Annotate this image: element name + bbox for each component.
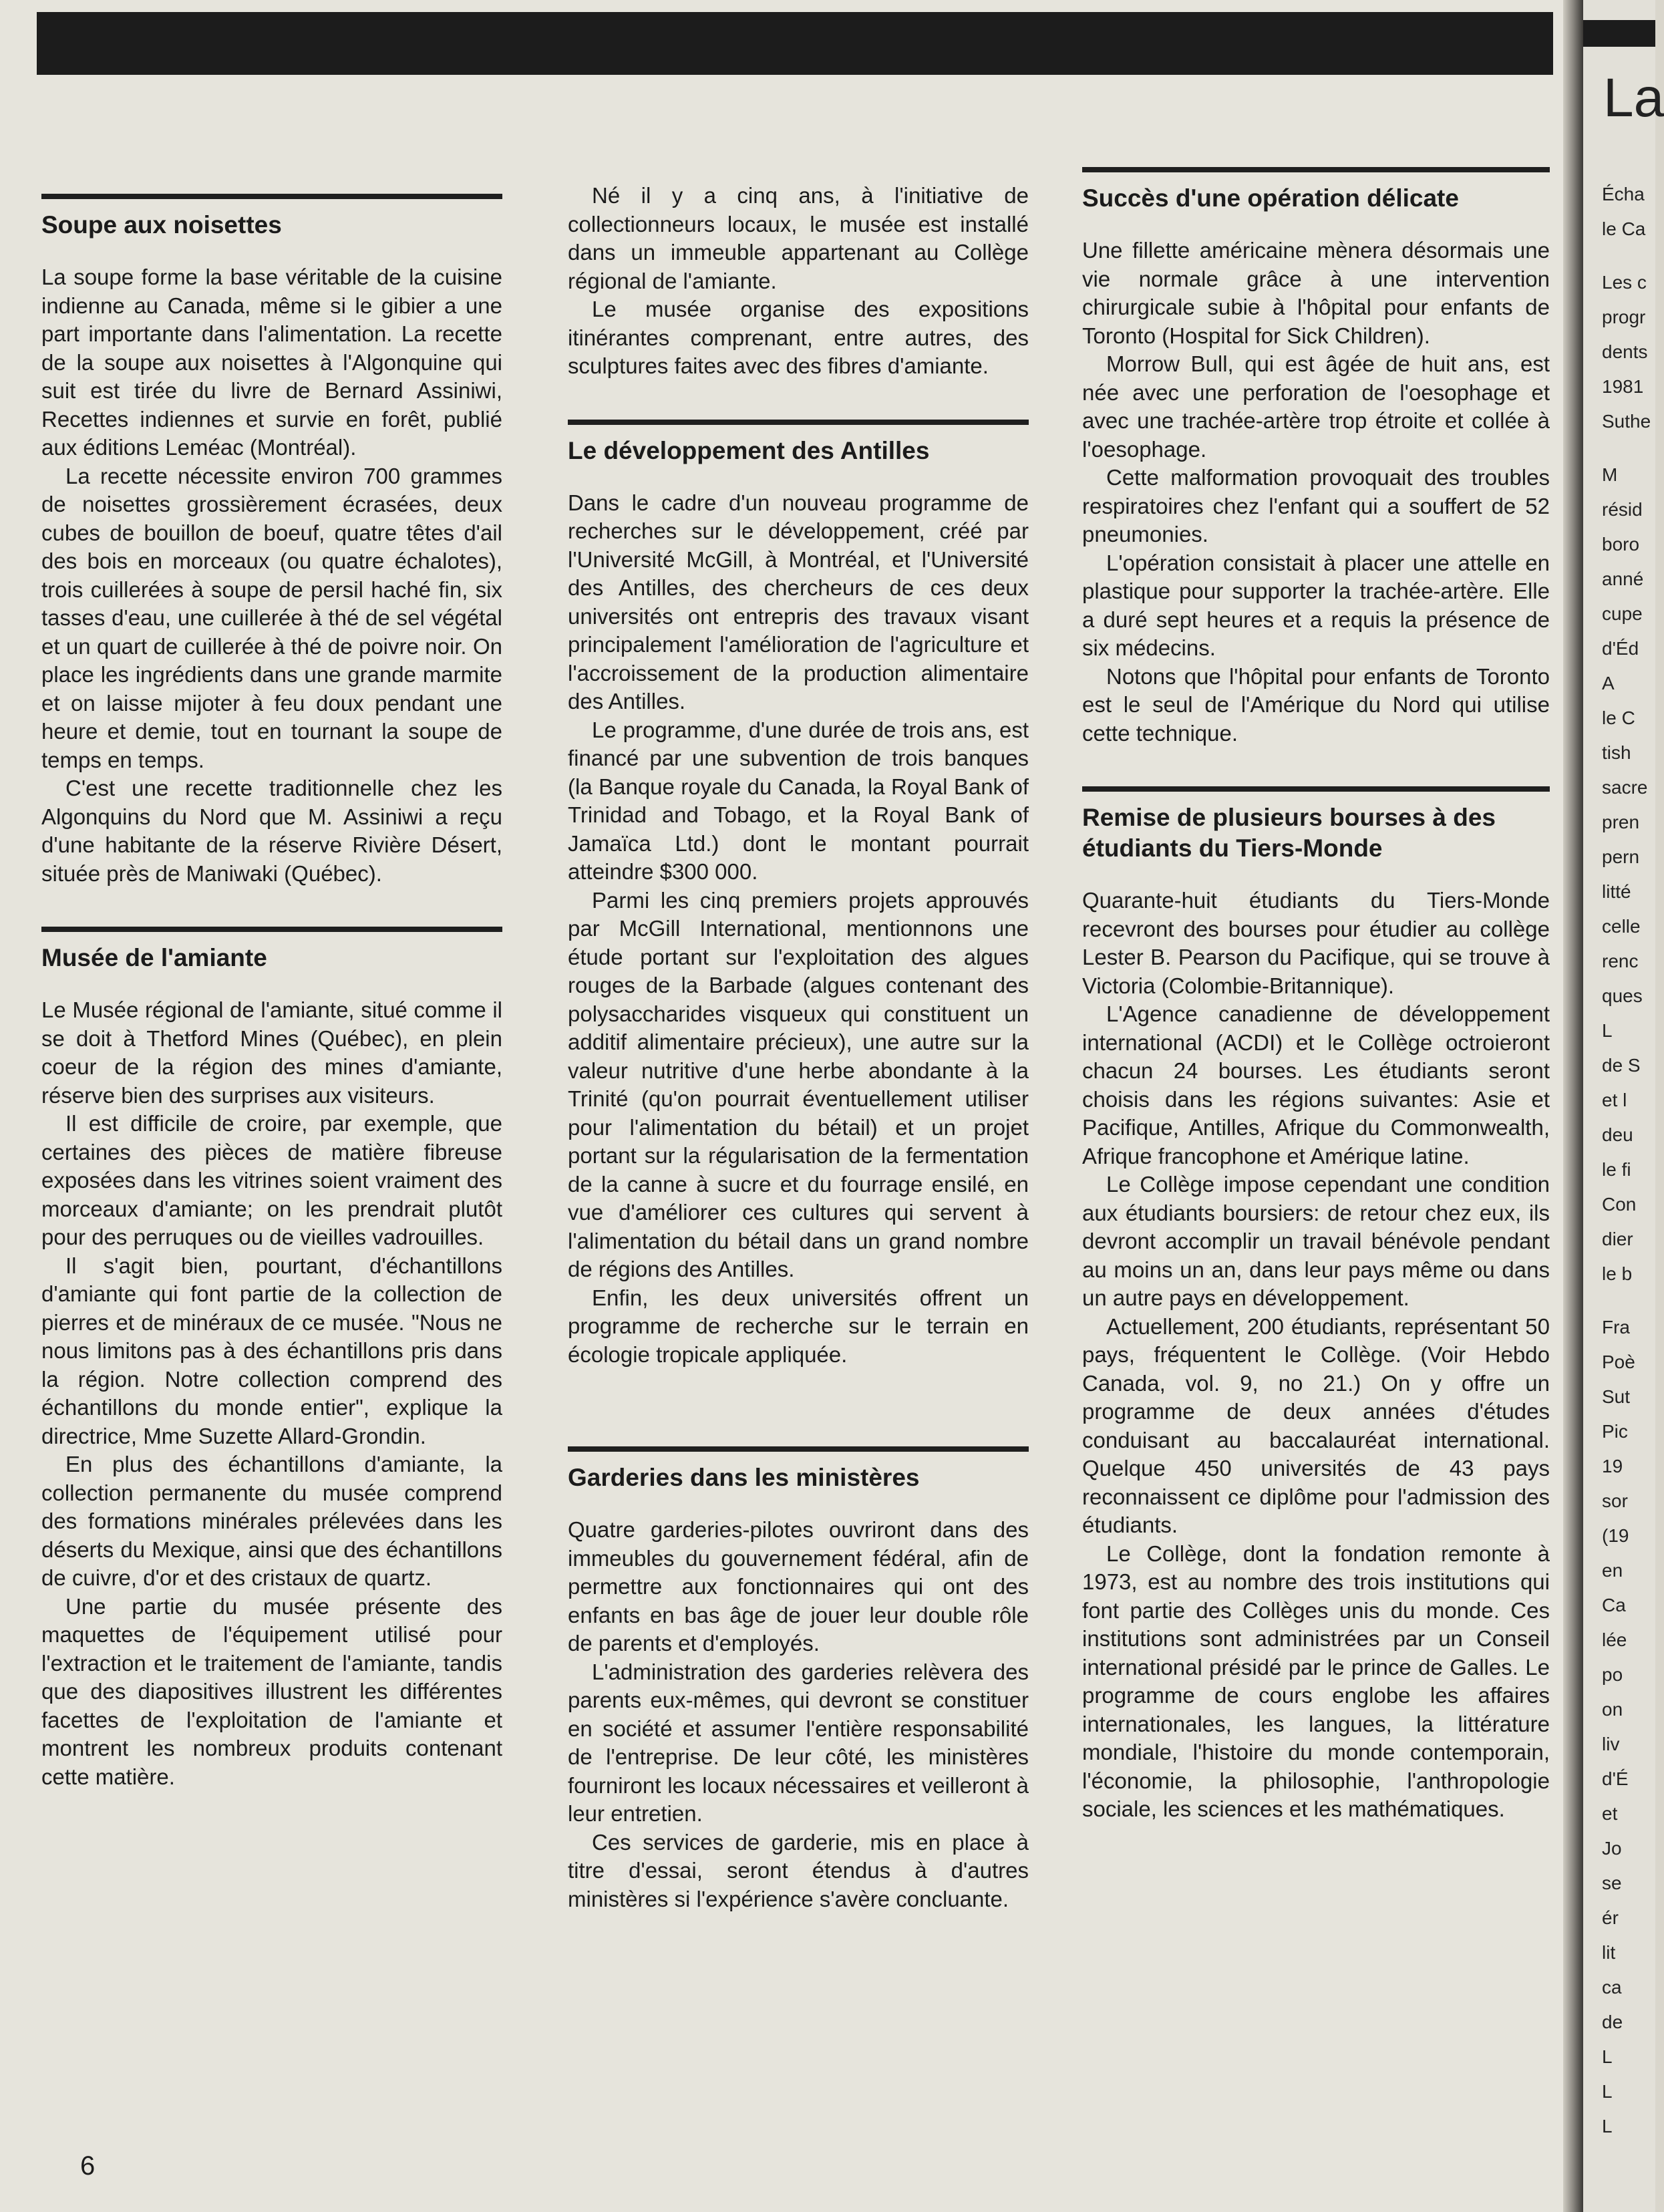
page-number: 6 bbox=[80, 2151, 96, 2181]
adjacent-page-fragment: boro bbox=[1602, 534, 1640, 555]
paragraph: Il s'agit bien, pourtant, d'échantillons d'amiante qui font partie de la collection de pierres et de minéraux de ce musée. "Nous ne nous limitons pas à des échantillons pris dans la région. Notre collection comprend des échantillons du monde entier", explique la directrice, Mme Suzette Allard-Grondin. bbox=[41, 1253, 502, 1448]
section-title: Succès d'une opération délicate bbox=[1082, 184, 1459, 212]
paragraph: L'opération consistait à placer une attelle en plastique pour supporter la trachée-artère. Elle a duré sept heures et a requis la présence de six médecins. bbox=[1082, 550, 1550, 660]
paragraph: Cette malformation provoquait des troubles respiratoires chez l'enfant qui a souffert de 52 pneumonies. bbox=[1082, 465, 1550, 546]
adjacent-page-fragment: Écha bbox=[1602, 184, 1645, 204]
paragraph-text: La soupe forme la base véritable de la cuisine indienne au Canada, même si le gibier a une part importante dans l'alimentation. La recette de la soupe aux noisettes à l'Algonquine qui suit est tirée du livre de Bernard Assiniwi, Recettes indiennes et survie en forêt, publié aux éditions Leméac (Montréal). bbox=[41, 265, 502, 460]
section-title: Garderies dans les ministères bbox=[568, 1464, 920, 1491]
adjacent-page-fragment: résid bbox=[1602, 499, 1643, 520]
adjacent-page-fragment: lée bbox=[1602, 1629, 1627, 1650]
column-2 bbox=[568, 182, 1029, 1913]
adjacent-page-fragment: et bbox=[1602, 1803, 1618, 1824]
adjacent-page-fragment: anné bbox=[1602, 569, 1644, 589]
section-rule bbox=[568, 1446, 1029, 1452]
adjacent-page-fragment: Fra bbox=[1602, 1317, 1630, 1337]
adjacent-page-fragment: litté bbox=[1602, 881, 1631, 902]
adjacent-page-fragment: lit bbox=[1602, 1942, 1616, 1963]
section-rule bbox=[568, 420, 1029, 425]
adjacent-page-fragment: le b bbox=[1602, 1263, 1633, 1284]
adjacent-page-fragment: L bbox=[1602, 2046, 1613, 2067]
paragraph: Enfin, les deux universités offrent un programme de recherche sur le terrain en écologie tropicale appliquée. bbox=[568, 1285, 1029, 1367]
adjacent-page-fragment: M bbox=[1602, 464, 1618, 485]
adjacent-page-fragment: d'É bbox=[1602, 1768, 1629, 1789]
adjacent-page-fragment: ér bbox=[1602, 1907, 1619, 1928]
adjacent-page-fragment: 1981 bbox=[1602, 376, 1644, 397]
adjacent-page-fragment: dier bbox=[1602, 1229, 1633, 1249]
paragraph: L'administration des garderies relèvera des parents eux-mêmes, qui devront se constituer en société et assumer l'entière responsabilité de l'entreprise. De leur côté, les ministères fourniront les locaux nécessaires et veilleront à leur entretien. bbox=[568, 1659, 1029, 1826]
paragraph: Le Collège, dont la fondation remonte à 1973, est au nombre des trois institutions qui font partie des Collèges unis du monde. Ces institutions sont administrées par un Conseil international présidé par le prince de Galles. Le programme de cours englobe les affaires internationales, les langues, la littérature mondiale, l'histoire du monde contemporain, l'économie, la philosophie, l'anthropologie sociale, les sciences et les mathématiques. bbox=[1082, 1541, 1550, 1821]
column-1 bbox=[41, 194, 502, 1791]
adjacent-page-fragment: Sut bbox=[1602, 1386, 1631, 1407]
paragraph: En plus des échantillons d'amiante, la collection permanente du musée comprend des formations minérales prélevées dans les déserts du Mexique, ainsi que des échantillons de cuivre, d'or et des cristaux de quartz. bbox=[41, 1452, 502, 1590]
adjacent-page-fragment: ca bbox=[1602, 1977, 1622, 1998]
adjacent-page-title: La bbox=[1603, 67, 1664, 128]
section-title: Soupe aux noisettes bbox=[41, 211, 282, 239]
adjacent-page-fragment: Pic bbox=[1602, 1421, 1628, 1442]
adjacent-page-fragment: (19 bbox=[1602, 1525, 1629, 1546]
adjacent-page-fragment: Ca bbox=[1602, 1595, 1626, 1615]
adjacent-page-fragment: et l bbox=[1602, 1090, 1627, 1110]
adjacent-page-fragment: po bbox=[1602, 1664, 1623, 1685]
section-title: Musée de l'amiante bbox=[41, 944, 267, 971]
paragraph: Notons que l'hôpital pour enfants de Toronto est le seul de l'Amérique du Nord qui utilise cette technique. bbox=[1082, 663, 1550, 746]
adjacent-page-fragment: 19 bbox=[1602, 1456, 1623, 1476]
page-gutter bbox=[1563, 0, 1583, 2212]
paragraph: Ces services de garderie, mis en place à titre d'essai, seront étendus à d'autres ministères si l'expérience s'avère concluante. bbox=[568, 1829, 1029, 1911]
top-black-bar bbox=[37, 12, 1553, 75]
adjacent-page-fragment: L bbox=[1602, 2116, 1613, 2137]
adjacent-page-fragment: de S bbox=[1602, 1055, 1641, 1076]
paragraph: Quatre garderies-pilotes ouvriront dans des immeubles du gouvernement fédéral, afin de permettre aux fonctionnaires qui ont des enfants en bas âge de jouer leur double rôle de parents et d'employés. bbox=[568, 1517, 1029, 1655]
adjacent-page-fragment: deu bbox=[1602, 1124, 1633, 1145]
paragraph: C'est une recette traditionnelle chez les Algonquins du Nord que M. Assiniwi a reçu d'une habitante de la réserve Rivière Désert, située près de Maniwaki (Québec). bbox=[41, 776, 502, 886]
section-rule bbox=[1082, 167, 1550, 172]
paragraph: Morrow Bull, qui est âgée de huit ans, est née avec une perforation de l'oesophage et avec une trachée-artère trop étroite et collée à l'oesophage. bbox=[1082, 351, 1550, 462]
adjacent-page-fragment: Poè bbox=[1602, 1352, 1635, 1372]
adjacent-page-fragment: dents bbox=[1602, 341, 1648, 362]
adjacent-page-fragment: Jo bbox=[1602, 1838, 1622, 1859]
adjacent-page-fragment: cupe bbox=[1602, 603, 1643, 624]
adjacent-page-fragment: tish bbox=[1602, 742, 1631, 763]
column-3 bbox=[1082, 167, 1550, 1824]
paragraph bbox=[41, 263, 502, 462]
paragraph: Quarante-huit étudiants du Tiers-Monde recevront des bourses pour étudier au collège Lester B. Pearson du Pacifique, qui se trouve à Victoria (Colombie-Britannique). bbox=[1082, 888, 1550, 998]
paragraph: Le Collège impose cependant une condition aux étudiants boursiers: de retour chez eux, ils devront accomplir un travail bénévole pendant au moins un an, dans leur pays même ou dans un autre pays en développement. bbox=[1082, 1172, 1550, 1310]
adjacent-page-fragment: on bbox=[1602, 1699, 1623, 1720]
adjacent-page-fragment: sacre bbox=[1602, 777, 1648, 798]
paragraph: Parmi les cinq premiers projets approuvés par McGill International, mentionnons une étude portant sur l'exploitation des algues rouges de la Barbade (algues contenant des polysaccharides visqueux qui constituent un additif alimentaire précieux), une autre sur la valeur nutritive d'une herbe abondante à la Trinité (qu'on pourrait éventuellement utiliser pour l'alimentation du bétail) et un projet portant sur la régularisation de la fermentation de la canne à sucre et du fourrage ensilé, en vue d'améliorer ces cultures qui servent à l'alimentation du bétail dans un grand nombre de régions des Antilles. bbox=[568, 887, 1029, 1281]
section-rule bbox=[41, 927, 502, 932]
paragraph: Né il y a cinq ans, à l'initiative de collectionneurs locaux, le musée est installé dans un immeuble appartenant au Collège régional de l'amiante. bbox=[568, 183, 1029, 293]
adjacent-page-fragment: le fi bbox=[1602, 1159, 1631, 1180]
adjacent-page-fragment: ques bbox=[1602, 985, 1643, 1006]
adjacent-page-fragment: en bbox=[1602, 1560, 1623, 1581]
adjacent-page-fragment: pren bbox=[1602, 812, 1640, 832]
adjacent-page-fragment: liv bbox=[1602, 1734, 1620, 1754]
section-title: Remise de plusieurs bourses à des étudiants du Tiers-Monde bbox=[1082, 804, 1496, 862]
adjacent-page-fragment: le Ca bbox=[1602, 218, 1646, 239]
paragraph: Dans le cadre d'un nouveau programme de recherches sur le développement, créé par l'Université McGill, à Montréal, et l'Université des Antilles, des chercheurs de ces deux universités ont entrepris des travaux visant principalement l'amélioration de l'agriculture et l'accroissement de la production alimentaire des Antilles. bbox=[568, 490, 1029, 714]
paragraph: La recette nécessite environ 700 grammes de noisettes grossièrement écrasées, deux cubes de bouillon de boeuf, quatre têtes d'ail des bois en morceaux (ou quatre échalotes), trois cuillerées à soupe de persil haché fin, six tasses d'eau, une cuillerée à thé de sel végétal et un quart de cuillerée à thé de poivre noir. On place les ingrédients dans une grande marmite et on laisse mijoter à feu doux pendant une heure et demie, tout en tournant la soupe de temps en temps. bbox=[41, 463, 502, 772]
adjacent-page-fragment: A bbox=[1602, 673, 1615, 693]
paragraph: Le musée organise des expositions itinérantes comprenant, entre autres, des sculptures faites avec des fibres d'amiante. bbox=[568, 297, 1029, 378]
adjacent-page-fragment: L bbox=[1602, 1020, 1613, 1041]
section-rule bbox=[1082, 786, 1550, 792]
section-rule bbox=[41, 194, 502, 199]
paragraph: Actuellement, 200 étudiants, représentant 50 pays, fréquentent le Collège. (Voir Hebdo Canada, vol. 9, no 21.) On y offre un programme de deux années d'études conduisant au baccalauréat international. Quelque 450 universités de 43 pays reconnaissent ce diplôme pour l'admission des étudiants. bbox=[1082, 1313, 1550, 1537]
adjacent-page-fragment: Suthe bbox=[1602, 411, 1651, 432]
adjacent-page-fragment: sor bbox=[1602, 1490, 1628, 1511]
adjacent-page-fragment: celle bbox=[1602, 916, 1641, 937]
section-title: Le développement des Antilles bbox=[568, 436, 930, 464]
paragraph: L'Agence canadienne de développement international (ACDI) et le Collège octroieront chacun 24 bourses. Les étudiants seront choisis dans les régions suivantes: Asie et Pacifique, Antilles, Afrique du Commonwealth, Afrique francophone et Amérique latine. bbox=[1082, 1001, 1550, 1168]
adjacent-page-fragment: Con bbox=[1602, 1194, 1637, 1215]
adjacent-page-fragment: se bbox=[1602, 1873, 1622, 1893]
adjacent-page-fragment: progr bbox=[1602, 307, 1646, 327]
adjacent-page bbox=[1583, 0, 1664, 2212]
adjacent-page-fragment: le C bbox=[1602, 707, 1635, 728]
adjacent-page-fragment: d'Éd bbox=[1602, 638, 1639, 659]
paragraph: Une partie du musée présente des maquettes de l'équipement utilisé pour l'extraction et le traitement de l'amiante, tandis que des diapositives illustrent les différentes facettes de l'exploitation de l'amiante et montrent les nombreux produits contenant cette matière. bbox=[41, 1593, 502, 1789]
paragraph: Il est difficile de croire, par exemple, que certaines des pièces de matière fibreuse exposées dans les vitrines soient vraiment des morceaux d'amiante; on les prendrait plutôt pour des perruques ou de vieilles vadrouilles. bbox=[41, 1111, 502, 1249]
paragraph: Le Musée régional de l'amiante, situé comme il se doit à Thetford Mines (Québec), en plein coeur de la région des mines d'amiante, réserve bien des surprises aux visiteurs. bbox=[41, 997, 502, 1108]
adjacent-page-fragment: Les c bbox=[1602, 272, 1647, 293]
adjacent-page-fragment: renc bbox=[1602, 951, 1639, 971]
adjacent-page-fragment: pern bbox=[1602, 846, 1640, 867]
paragraph: Le programme, d'une durée de trois ans, est financé par une subvention de trois banques (la Banque royale du Canada, la Royal Bank of Trinidad and Tobago, et la Royal Bank of Jamaïca Ltd.) dont le montant pourrait atteindre $300 000. bbox=[568, 717, 1029, 884]
adjacent-page-bar bbox=[1583, 20, 1655, 47]
adjacent-page-fragment: L bbox=[1602, 2081, 1613, 2102]
adjacent-page-fragment: de bbox=[1602, 2012, 1623, 2032]
paragraph: Une fillette américaine mènera désormais une vie normale grâce à une intervention chirurgicale subie à l'hôpital pour enfants de Toronto (Hospital for Sick Children). bbox=[1082, 238, 1550, 348]
